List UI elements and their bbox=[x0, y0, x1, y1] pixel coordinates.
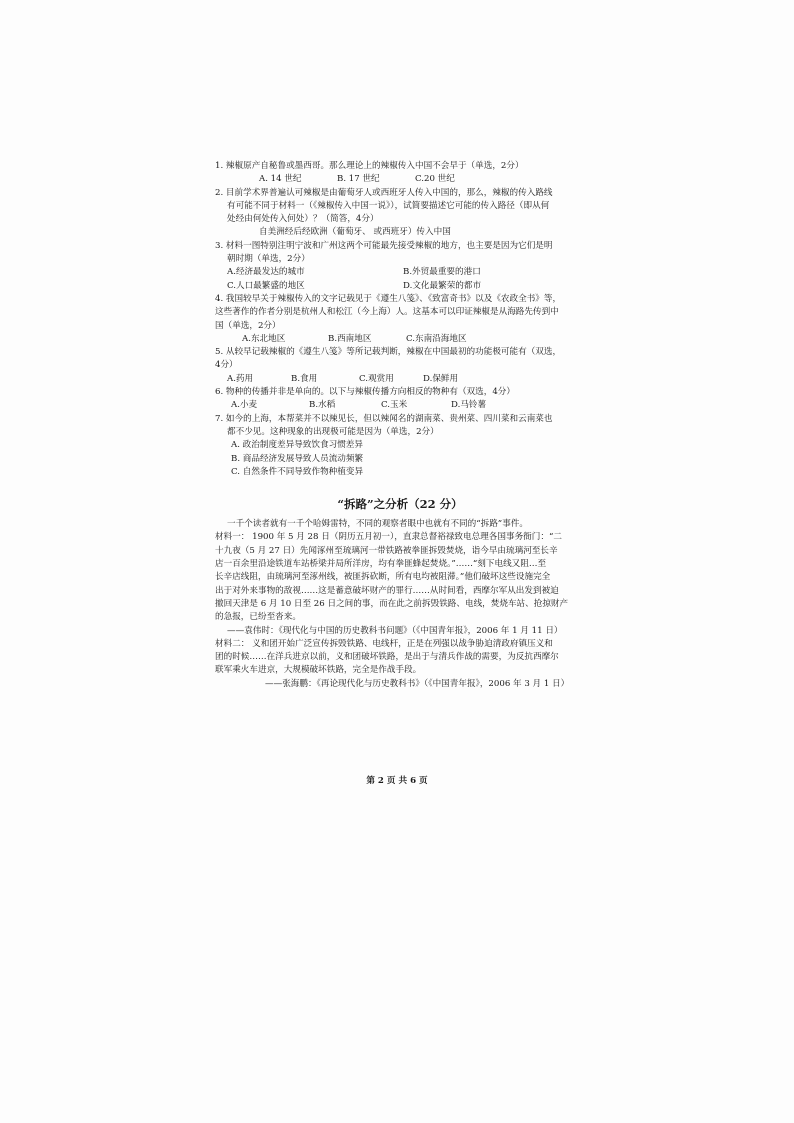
section-title: “拆路”之分析（22 分） bbox=[337, 497, 463, 512]
q3-option-c: C.人口最繁盛的地区 bbox=[227, 280, 305, 291]
page-number-footer: 第 2 页 共 6 页 bbox=[366, 776, 428, 786]
material-2-line-1: 材料二： 义和团开始广泛宣传拆毁铁路、电线杆，正是在列强以战争胁迫清政府镇压义和 bbox=[215, 638, 553, 649]
question-2-line-3: 处经由何处传入何处）？（简答，4分） bbox=[227, 214, 379, 225]
question-1-options bbox=[215, 173, 585, 186]
material-1-line-6: 撤回天津是 6 月 10 日至 26 日之间的事，而在此之前拆毁铁路、电线，焚烧车站、抢掠财产 bbox=[215, 598, 569, 609]
material-1-source: ——袁伟时：《现代化与中国的历史教科书问题》（《中国青年报》，2006 年 1 月 11 日） bbox=[227, 625, 563, 636]
q6-option-a: A.小麦 bbox=[231, 400, 258, 411]
question-4-line-2: 这些著作的作者分别是杭州人和松江（今上海）人。这基本可以印证辣椒是从海路先传到中 bbox=[215, 307, 559, 318]
material-1-line-3: 店一百余里沿途铁道车站桥梁并局所洋房，均有拳匪蜂起焚烧。”……“刻下电线又阻…至 bbox=[215, 559, 547, 570]
q6-option-c: C.玉米 bbox=[381, 400, 408, 411]
q3-option-d: D.文化最繁荣的都市 bbox=[403, 280, 482, 291]
question-5-options bbox=[215, 373, 585, 386]
question-2-line-1: 2. 目前学术界普遍认可辣椒是由葡萄牙人或西班牙人传入中国的，那么，辣椒的传入路线 bbox=[215, 187, 553, 198]
question-7-line-2: 都不少见。这种现象的出现极可能是因为（单选，2分） bbox=[227, 426, 439, 437]
question-3-options-row-2 bbox=[215, 280, 585, 293]
question-1-stem: 1. 辣椒原产自秘鲁或墨西哥。那么理论上的辣椒传入中国不会早于（单选，2分） bbox=[215, 161, 524, 171]
q4-option-a: A.东北地区 bbox=[242, 333, 286, 344]
material-1-line-1: 材料一： 1900 年 5 月 28 日（阴历五月初一），直隶总督裕禄致电总理各国事务衙门：“二 bbox=[215, 532, 562, 543]
q3-option-b: B.外贸最重要的港口 bbox=[403, 267, 481, 278]
question-4-line-3: 国（单选，2分） bbox=[215, 320, 281, 331]
material-2-line-2: 团的时候……在洋兵进京以前，义和团破坏铁路，是出于与清兵作战的需要，为反抗西摩尔 bbox=[215, 652, 559, 663]
material-1-line-4: 长辛店线阻，由琉璃河至涿州线，被匪拆砍断，所有电均被阻滞。”他们破坏这些设施完全 bbox=[215, 572, 551, 583]
question-4-options bbox=[215, 333, 585, 346]
q3-option-a: A.经济最发达的城市 bbox=[227, 267, 305, 278]
q5-option-a: A.药用 bbox=[227, 373, 254, 384]
q1-option-b: B. 17 世纪 bbox=[337, 174, 380, 185]
section-intro: 一千个读者就有一千个哈姆雷特，不同的观察者眼中也就有不同的“拆路”事件。 bbox=[227, 519, 528, 530]
material-2-line-3: 联军乘火车进京，大规模破坏铁路，完全是作战手段。 bbox=[215, 665, 422, 676]
q6-option-d: D.马铃薯 bbox=[451, 400, 487, 411]
q6-option-b: B.水稻 bbox=[309, 400, 336, 411]
question-3-line-2: 朝时期（单选，2分） bbox=[227, 254, 310, 265]
q1-option-a: A. 14 世纪 bbox=[259, 174, 302, 185]
q7-option-b: B. 商品经济发展导致人员流动频繁 bbox=[231, 453, 364, 464]
q5-option-d: D.保鲜用 bbox=[423, 373, 459, 384]
question-6-options bbox=[215, 399, 585, 412]
question-7-line-1: 7. 如今的上海，本帮菜并不以辣见长，但以辣闻名的湖南菜、贵州菜、四川菜和云南菜也 bbox=[215, 413, 553, 424]
question-3-line-1: 3. 材料一图特别注明宁波和广州这两个可能最先接受辣椒的地方，也主要是因为它们是明 bbox=[215, 240, 553, 251]
question-4-line-1: 4. 我国较早关于辣椒传入的文字记载见于《遵生八笺》、《致富奇书》以及《农政全书》等， bbox=[215, 293, 562, 304]
question-6-stem: 6. 物种的传播并非是单向的。以下与辣椒传播方向相反的物种有（双选，4分） bbox=[215, 387, 515, 398]
material-1-line-2: 十九夜（5 月 27 日）先闻涿州至琉璃河一带铁路被拳匪拆毁焚烧，诣今早由琉璃河至长辛 bbox=[215, 545, 558, 556]
page-content bbox=[215, 160, 585, 691]
q4-option-b: B.西南地区 bbox=[328, 333, 372, 344]
question-5-line-2: 4分） bbox=[215, 360, 238, 371]
q1-option-c: C.20 世纪 bbox=[415, 174, 455, 185]
q7-option-c: C. 自然条件不同导致作物种植变异 bbox=[231, 466, 364, 477]
q5-option-b: B.食用 bbox=[291, 373, 318, 384]
question-5-line-1: 5. 从较早记载辣椒的《遵生八笺》等所记载判断，辣椒在中国最初的功能极可能有（双选， bbox=[215, 347, 562, 358]
q4-option-c: C.东南沿海地区 bbox=[406, 333, 467, 344]
material-1-line-7: 的急报，已纷至沓来。 bbox=[215, 612, 301, 623]
material-1-line-5: 出于对外来事物的敌视……这是蓄意破坏财产的罪行……从时间看，西摩尔军从出发到被迫 bbox=[215, 585, 559, 596]
material-2-source: ——张海鹏：《再论现代化与历史教科书》（《中国青年报》，2006 年 3 月 1 日） bbox=[265, 678, 570, 689]
q5-option-c: C.观赏用 bbox=[359, 373, 394, 384]
question-2-line-2: 有可能不同于材料一（《辣椒传入中国一说》），试简要描述它可能的传入路径（即从何 bbox=[227, 200, 550, 211]
q7-option-a: A. 政治制度差异导致饮食习惯差异 bbox=[231, 440, 363, 451]
question-3-options-row-1 bbox=[215, 266, 585, 279]
question-2-answer: 自美洲经后经欧洲（葡萄牙、 或西班牙）传入中国 bbox=[259, 227, 451, 238]
